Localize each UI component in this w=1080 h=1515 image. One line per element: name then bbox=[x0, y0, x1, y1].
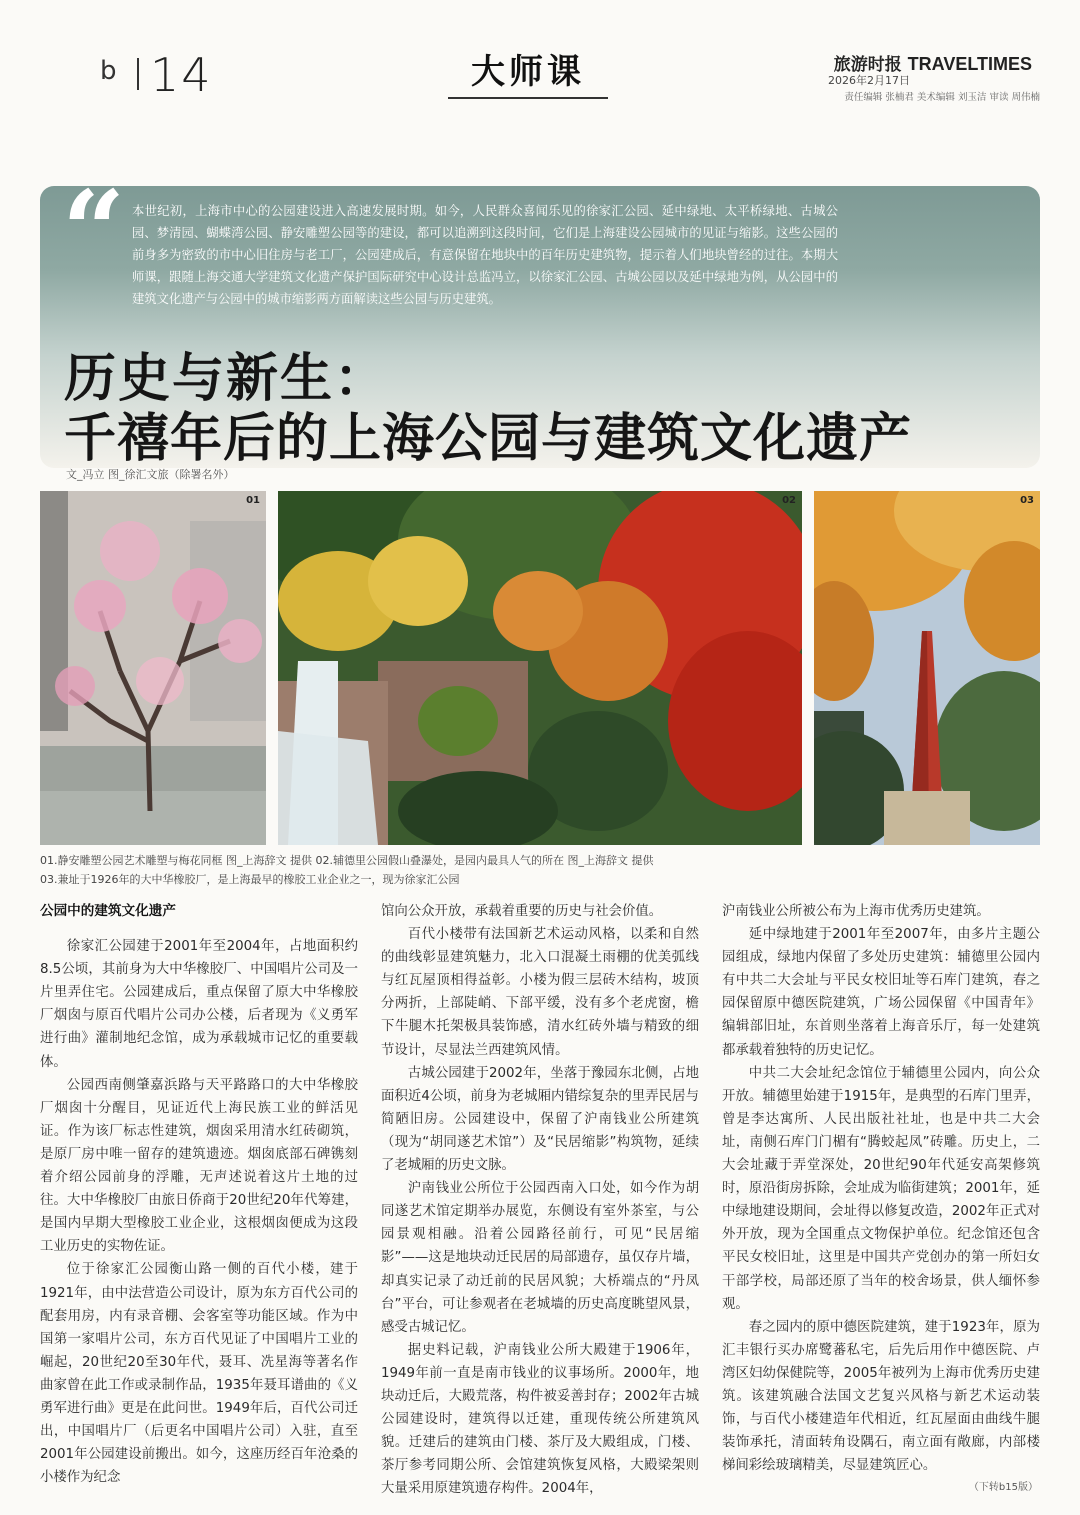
photo-number: 03 bbox=[1020, 495, 1034, 506]
body-paragraph: 沪南钱业公所被公布为上海市优秀历史建筑。 bbox=[722, 904, 990, 919]
body-paragraph: 据史料记载，沪南钱业公所大殿建于1906年，1949年前一直是南市钱业的议事场所。2000年，地块动迁后，大殿荒落，构件被妥善封存；2002年古城公园建设时，建筑得以迁建，重现传统公所建筑风貌。迁建后的建筑由门楼、茶厅及大殿组成，门楼、茶厅参考同期公所、会馆建筑恢复风格，大殿梁架则大量采用原建筑遗存构件。2004年， bbox=[381, 1342, 699, 1497]
continued-on-note: （下转b15版） bbox=[968, 1482, 1038, 1493]
body-paragraph: 公园西南侧肇嘉浜路与天平路路口的大中华橡胶厂烟囱十分醒目，见证近代上海民族工业的鲜活见证。作为该厂标志性建筑，烟囱采用清水红砖砌筑，是原厂房中唯一留存的建筑遗迹。烟囱底部石碑镌刻着介绍公园前身的浮雕，无声述说着这片土地的过往。大中华橡胶厂由旅日侨商于20世纪20年代筹建，是国内早期大型橡胶工业企业，这根烟囱便成为这段工业历史的实物佐证。 bbox=[40, 1077, 358, 1255]
body-column-3 bbox=[722, 900, 1040, 1477]
paper-name-en: TRAVELTIMES bbox=[907, 54, 1032, 74]
body-column-1 bbox=[40, 900, 358, 1489]
photo-caption-line2: 03.兼址于1926年的大中华橡胶厂，是上海最早的橡胶工业企业之一，现为徐家汇公园 bbox=[40, 873, 460, 886]
body-paragraph: 古城公园建于2002年，坐落于豫园东北侧，占地面积近4公顷，前身为老城厢内错综复杂的里弄民居与简陋旧房。公园建设中，保留了沪南钱业公所建筑（现为“胡同遂艺术馆”）及“民居缩影”构筑物，延续了老城厢的历史文脉。 bbox=[381, 1065, 699, 1174]
body-paragraph: 春之园内的原中德医院建筑，建于1923年，原为汇丰银行买办席鹭蕃私宅，后先后用作中德医院、卢湾区妇幼保健院等，2005年被列为上海市优秀历史建筑。该建筑融合法国文艺复兴风格与新艺术运动装饰，与百代小楼建造年代相近，红瓦屋面由曲线牛腿装饰承托，清面转角设隅石，南立面有敞廊，内部楼梯间彩绘玻璃精美，尽显建筑匠心。 bbox=[722, 1319, 1040, 1474]
chimney-illustration bbox=[814, 491, 1040, 845]
paper-name-cn: 旅游时报 bbox=[833, 55, 902, 75]
photo-caption-line1: 01.静安雕塑公园艺术雕塑与梅花同框 图_上海辞文 提供 02.辅德里公园假山叠瀑处，是园内最具人气的所在 图_上海辞文 提供 bbox=[40, 854, 654, 867]
intro-text: 本世纪初，上海市中心的公园建设进入高速发展时期。如今，人民群众喜闻乐见的徐家汇公园、延中绿地、太平桥绿地、古城公园、梦清园、蝴蝶湾公园、静安雕塑公园等的建设，都可以追溯到这段时间，它们是上海建设公园城市的见证与缩影。这些公园的前身多为密致的市中心旧住房与老工厂，公园建成后，有意保留在地块中的百年历史建筑物，提示着人们地块曾经的过往。本期大师课，跟随上海交通大学建筑文化遗产保护国际研究中心设计总监冯立，以徐家汇公园、古城公园以及延中绿地为例，从公园中的建筑文化遗产与公园中的城市缩影两方面解读这些公园与历史建筑。 bbox=[132, 204, 838, 306]
photo-plum-sculpture bbox=[40, 491, 266, 845]
issue-date: 2026年2月17日 bbox=[828, 74, 910, 87]
body-paragraph: 沪南钱业公所位于公园西南入口处，如今作为胡同遂艺术馆定期举办展览，东侧设有室外茶室，与公园景观相融。沿着公园路径前行，可见“民居缩影”——这是地块动迁民居的局部遗存，虽仅存片墙，却真实记录了动迁前的民居风貌；大桥端点的“丹凤台”平台，可让参观者在老城墙的历史高度眺望风景，感受古城记忆。 bbox=[381, 1181, 699, 1335]
body-paragraph: 徐家汇公园建于2001年至2004年，占地面积约8.5公顷，其前身为大中华橡胶厂、中国唱片公司及一片里弄住宅。公园建成后，重点保留了原大中华橡胶厂烟囱与原百代唱片公司办公楼，后者现为《义勇军进行曲》灌制地纪念馆，成为承载城市记忆的重要载体。 bbox=[40, 939, 358, 1070]
article-title-line2: 千禧年后的上海公园与建筑文化遗产 bbox=[64, 408, 913, 469]
body-paragraph: 馆向公众开放，承载着重要的历史与社会价值。 bbox=[381, 904, 663, 919]
plum-tree-illustration bbox=[40, 491, 266, 845]
article-byline: 文_冯立 图_徐汇文旅（除署名外） bbox=[66, 468, 235, 481]
body-paragraph: 中共二大会址纪念馆位于辅德里公园内，向公众开放。辅德里始建于1915年，是典型的石库门里弄，曾是李达寓所、人民出版社社址，也是中共二大会址，南侧石库门门楣有“腾蛟起凤”砖雕。历史上，二大会址藏于弄堂深处，20世纪90年代延安高架修筑时，原沿街房拆除，会址成为临街建筑；2001年，延中绿地建设期间，会址得以修复改造，2002年正式对外开放，现为全国重点文物保护单位。纪念馆还包含平民女校旧址，这里是中国共产党创办的第一所妇女干部学校，局部还原了当年的校舍场景，供人缅怀参观。 bbox=[722, 1065, 1040, 1312]
page-code: b bbox=[100, 56, 123, 86]
column-name-underline bbox=[448, 97, 608, 99]
column-name: 大师课 bbox=[471, 52, 585, 92]
photo-number: 01 bbox=[246, 495, 260, 506]
photo-rockery-waterfall bbox=[278, 491, 802, 845]
waterfall-illustration bbox=[278, 491, 802, 845]
page-code-divider bbox=[137, 58, 139, 90]
editor-credits: 责任编辑 张楠君 美术编辑 刘玉洁 审读 周伟楠 bbox=[844, 92, 1040, 103]
body-column-2 bbox=[381, 900, 699, 1500]
section-heading: 公园中的建筑文化遗产 bbox=[40, 903, 176, 919]
photo-number: 02 bbox=[782, 495, 796, 506]
photo-chimney bbox=[814, 491, 1040, 845]
quote-mark-icon: “ bbox=[62, 166, 126, 295]
body-paragraph: 位于徐家汇公园衡山路一侧的百代小楼，建于1921年，由中法营造公司设计，原为东方百代公司的配套用房，内有录音棚、会客室等功能区域。作为中国第一家唱片公司，东方百代见证了中国唱片工业的崛起，20世纪20至30年代，聂耳、冼星海等著名作曲家曾在此工作或录制作品，1935年聂耳谱曲的《义勇军进行曲》更是在此问世。1949年后，百代公司迁出，中国唱片厂（后更名中国唱片公司）入驻，直至2001年公园建设前搬出。如今，这座历经百年沧桑的小楼作为纪念 bbox=[40, 1262, 358, 1486]
body-paragraph: 延中绿地建于2001年至2007年，由多片主题公园组成，绿地内保留了多处历史建筑：辅德里公园内有中共二大会址与平民女校旧址等石库门建筑，春之园保留原中德医院建筑，广场公园保留《中国青年》编辑部旧址，东首则坐落着上海音乐厅，每一处建筑都承载着独特的历史记忆。 bbox=[722, 927, 1040, 1058]
body-paragraph: 百代小楼带有法国新艺术运动风格，以柔和自然的曲线彰显建筑魅力，北入口混凝土雨棚的优美弧线与红瓦屋顶相得益彰。小楼为假三层砖木结构，坡顶分两折，上部陡峭、下部平缓，没有多个老虎窗，檐下牛腿木托架极具装饰感，清水红砖外墙与精致的细节设计，尽显法兰西建筑风情。 bbox=[381, 927, 699, 1058]
page-number: 14 bbox=[150, 48, 213, 102]
article-title-line1: 历史与新生： bbox=[64, 348, 389, 409]
